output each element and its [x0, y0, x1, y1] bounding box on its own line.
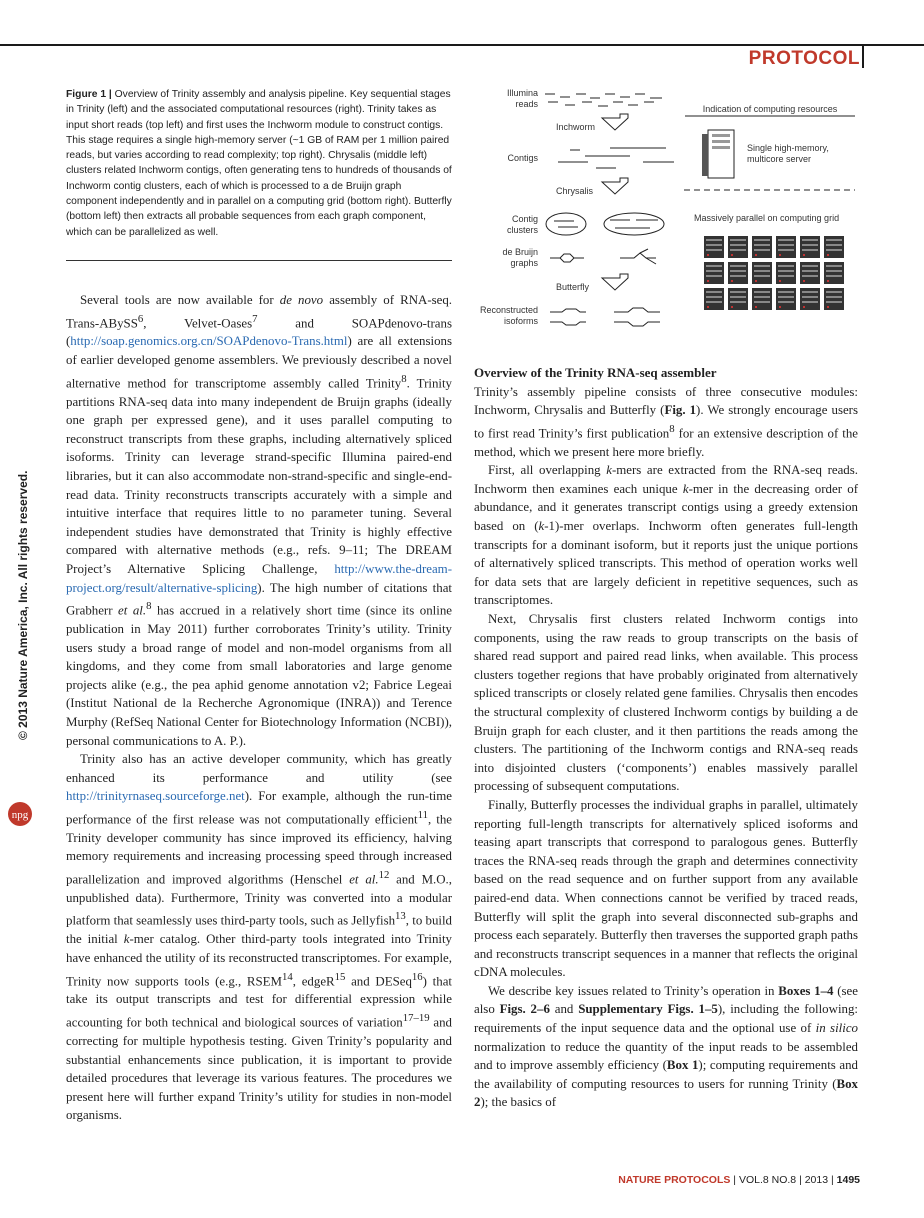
copyright-sidebar: © 2013 Nature America, Inc. All rights reserved.: [16, 470, 30, 740]
npg-logo: [6, 790, 34, 838]
label-indication: Indication of computing resources: [702, 104, 838, 114]
label-reconstructed: Reconstructed: [479, 305, 538, 315]
arrow-butterfly: [602, 274, 628, 290]
label-reads: reads: [515, 99, 538, 109]
arrow-chrysalis: [602, 178, 628, 194]
section-heading: Overview of the Trinity RNA-seq assembler: [474, 365, 717, 380]
pipeline-diagram: [470, 84, 860, 334]
right-paragraph-4: Finally, Butterfly processes the individual graphs in parallel, ultimately reporting full-length transcripts for alternatively spliced isoforms and teasing apart transcripts that correspond to paralogous genes. Butterfly traces the RNA-seq reads through the graph and determines connectivity based on the read sequence and on further support from any available paired-end data. When connections cannot be verified by traced reads, Butterfly will split the graph into several disconnected sub-graphs and process each separately. Butterfly then traverses the supported graph paths and reconstructs transcript sequences in a manner that reflects the original cDNA molecules.: [474, 797, 858, 980]
label-isoforms: isoforms: [503, 316, 538, 326]
soapdenovo-link[interactable]: http://soap.genomics.org.cn/SOAPdenovo-Trans.html: [70, 334, 348, 349]
svg-text:npg: npg: [11, 809, 29, 821]
trinity-link[interactable]: http://trinityrnaseq.sourceforge.net: [66, 789, 245, 804]
page-number: 1495: [836, 1174, 860, 1186]
server-icon: [702, 130, 734, 178]
label-graphs: graphs: [510, 258, 538, 268]
header-rule: [0, 44, 924, 46]
page-footer: NATURE PROTOCOLS | VOL.8 NO.8 | 2013 | 1495: [618, 1174, 860, 1186]
left-paragraph-2: Trinity also has an active developer community, which has greatly enhanced its performance and utility (see http://trinityrnaseq.sourceforge.net). For example, although the run-time performance of the first release was not computationally efficient$^{11}$, the Trinity developer community has since improved its efficiency, halving memory requirements and increasing processing speed through increased parallelization and improved algorithms (Henschel et al.$^{12}$ and M.O., unpublished data). Furthermore, Trinity was converted into a modular platform that seamlessly uses third-party tools, such as Jellyfish$^{13}$, to build the initial k-mer catalog. Other third-party tools integrated into Trinity have enhanced the utility of its reconstructed transcriptomes. For example, Trinity now supports tools (e.g., RSEM$^{14}$, edgeR$^{15}$ and DESeq$^{16}$) that take its output transcripts and test for differential expression while accounting for both technical and biological sources of variation$^{17-19}$ and correcting for multiple hypothesis testing. Given Trinity’s popularity and substantial enhancements since publication, it is important to provide detailed procedures that leverage its various features. The procedures we present here will further expand Trinity’s utility for studies in non-model organisms.: [66, 752, 453, 1123]
label-server2: multicore server: [747, 154, 812, 164]
cluster-2: [604, 213, 664, 235]
dream-link[interactable]: http://www.the-dream-project.org/result/alternative-splicing: [66, 561, 452, 595]
graph-1: [550, 254, 584, 262]
label-grid: Massively parallel on computing grid: [694, 213, 840, 223]
label-butterfly: Butterfly: [556, 282, 590, 292]
computing-grid: [704, 236, 844, 310]
caption-text: Overview of Trinity assembly and analysis pipeline. Key sequential stages in Trinity (left) and the associated computational resources (right). Trinity takes as input short reads (top left) and first uses the Inchworm module to construct contigs. This stage requires a single high-memory server (~1 GB of RAM per 1 million paired reads, but varies according to read complexity; top right). Chrysalis (middle left) clusters related Inchworm contigs, often generating tens to hundreds of thousands of Inchworm contig clusters, each of which is processed to a de Bruijn graph component independently and in parallel on a computing grid (bottom right). Butterfly (bottom left) then extracts all probable sequences from each graph component, which can be parallelized as well.: [66, 89, 452, 238]
label-contigs: Contigs: [507, 153, 538, 163]
section-label: PROTOCOL: [748, 48, 860, 69]
caption-label: Figure 1 |: [66, 89, 112, 100]
short-reads: [545, 94, 662, 106]
label-illumina: Illumina: [506, 88, 538, 98]
cluster-lines: [554, 220, 658, 228]
header-bar: [862, 44, 864, 68]
label-contig: Contig: [511, 214, 538, 224]
label-clusters: clusters: [506, 225, 538, 235]
graph-2: [620, 249, 656, 264]
right-paragraph-1: Trinity’s assembly pipeline consists of three consecutive modules: Inchworm, Chrysalis and Butterfly (Fig. 1). We strongly encourage users to first read Trinity’s first publication$^8$ for an extensive description of the method, which we present here more briefly.: [474, 384, 858, 459]
cluster-1: [546, 213, 586, 235]
label-server1: Single high-memory,: [747, 143, 829, 153]
right-paragraph-2: First, all overlapping k-mers are extracted from the RNA-seq reads. Inchworm then examines each unique k-mer in the decreasing order of abundance, and it generates transcript contigs using a greedy extension based on (k-1)-mer overlaps. Inchworm often generates full-length transcripts for a dominant isoform, but it reports just the unique portions of alternatively spliced transcripts. This method of operation works well for data sets that are largely deficient in repetitive sequences, such as transcriptomes.: [474, 463, 858, 608]
label-chrysalis: Chrysalis: [556, 186, 594, 196]
label-inchworm: Inchworm: [556, 122, 596, 132]
right-paragraph-3: Next, Chrysalis first clusters related Inchworm contigs into components, using the raw reads to group transcripts on the basis of shared read support and paired read links, when available. This process clusters together regions that have probably originated from alternatively spliced transcripts or closely related gene families. Chrysalis then encodes the structural complexity of clustered Inchworm contigs by building a de Bruijn graph for each cluster, and it then partitions the reads among the clusters. The partitioning of the Inchworm contigs and RNA-seq reads into disjointed clusters (‘components’) enables massively parallel processing of subsequent computations.: [474, 612, 858, 794]
footer-journal: NATURE PROTOCOLS: [618, 1174, 731, 1186]
footer-volume: VOL.8 NO.8: [738, 1174, 797, 1186]
left-paragraph-1: Several tools are now available for de novo assembly of RNA-seq. Trans-ABySS$^6$, Velvet-Oases$^7$ and SOAPdenovo-trans (http://soap.genomics.org.cn/SOAPdenovo-Trans.html) are all extensions of earlier developed genome assemblers. We previously described a novel alternative method for transcriptome assembly called Trinity$^8$. Trinity partitions RNA-seq data into many independent de Bruijn graphs (ideally one graph per expressed gene), and it uses parallel computing to reconstruct transcripts from these graphs, including alternatively spliced isoforms. Trinity can leverage strand-specific Illumina paired-end libraries, but it can also accommodate non-strand-specific and single-end-read data. Trinity reconstructs transcripts accurately with a simple and intuitive interface that requires little to no parameter tuning. Several independent studies have demonstrated that Trinity is highly effective compared with alternative methods (e.g., refs. 9–11; The DREAM Project’s Alternative Splicing Challenge, http://www.the-dream-project.org/result/alternative-splicing). The high number of citations that Grabherr et al.$^8$ has accrued in a relatively short time (since its online publication in May 2011) further corroborates Trinity’s utility. Trinity users study a broad range of model and non-model organisms from all kingdoms, and they come from small laboratories and large genome projects alike (e.g., the pea aphid genome annotation v2; Fabrice Legeai (Institut National de la Recherche Agronomique (INRA)) and Terence Murphy (RefSeq National Center for Biotechnology Information (NCBI)), personal communications to A. P.).: [66, 293, 453, 748]
figure-1: [470, 84, 860, 334]
isoforms-1: [550, 309, 586, 325]
isoforms-2: [614, 308, 660, 326]
figure-caption: [66, 87, 452, 240]
label-debruijn: de Bruijn: [502, 247, 538, 257]
footer-year: 2013: [804, 1174, 829, 1186]
left-column: [66, 291, 452, 1125]
caption-rule: [66, 260, 452, 261]
right-paragraph-5: We describe key issues related to Trinity’s operation in Boxes 1–4 (see also Figs. 2–6 and Supplementary Figs. 1–5), including the following: requirements of the input sequence data and the optional use of in silico normalization to reduce the quantity of the input reads to be assembled and to improve assembly efficiency (Box 1); computing requirements and the availability of computing resources to users for running Trinity (Box 2); the basics of: [474, 983, 858, 1110]
right-column: [474, 364, 858, 1112]
arrow-inchworm: [602, 114, 628, 130]
contigs-lines: [558, 148, 674, 168]
